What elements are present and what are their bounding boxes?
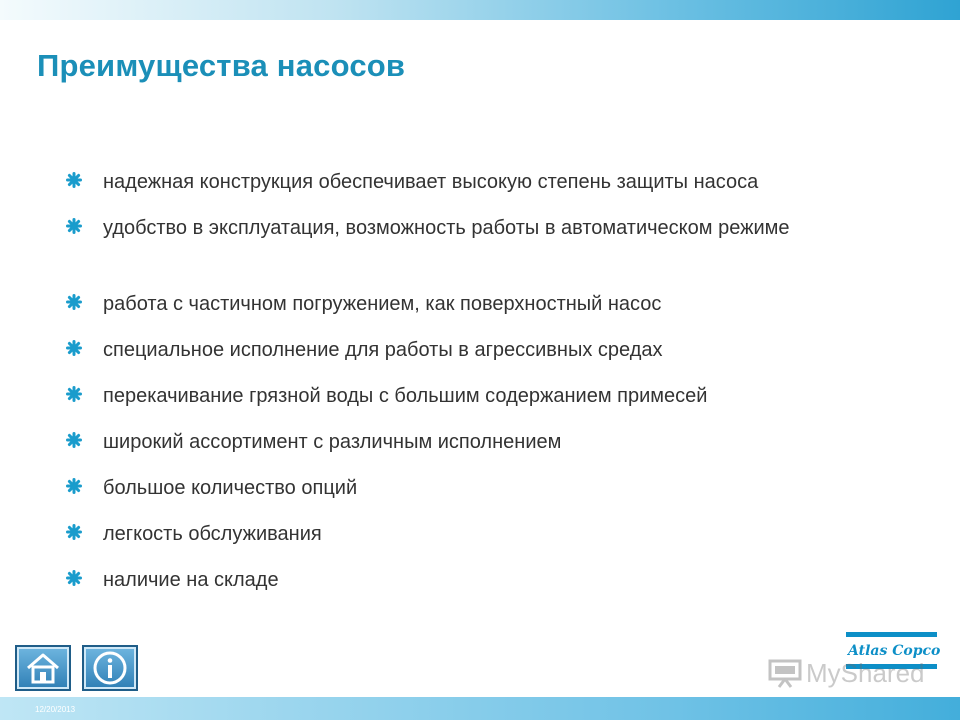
asterisk-bullet-icon <box>66 340 82 356</box>
bullet-text: перекачивание грязной воды с большим содержанием примесей <box>103 385 708 407</box>
slide-date: 12/20/2013 <box>35 705 76 714</box>
asterisk-bullet-icon <box>66 524 82 540</box>
asterisk-bullet-icon <box>66 218 82 234</box>
bottom-gradient-bar <box>0 697 960 720</box>
bullet-item <box>66 566 883 594</box>
asterisk-bullet-icon <box>66 570 82 586</box>
home-icon <box>25 652 61 684</box>
bullet-text: работа с частичном погружением, как поверхностный насос <box>103 293 662 315</box>
bullet-item <box>66 214 883 242</box>
watermark <box>768 656 925 690</box>
slide-title: Преимущества насосов <box>37 48 406 83</box>
bullet-item <box>66 382 883 410</box>
info-button[interactable] <box>82 645 138 691</box>
bullet-item <box>66 428 883 456</box>
info-icon <box>92 650 128 686</box>
watermark-text: MyShared <box>806 657 925 688</box>
home-button[interactable] <box>15 645 71 691</box>
bullet-text: специальное исполнение для работы в агрессивных средах <box>103 339 663 361</box>
asterisk-bullet-icon <box>66 478 82 494</box>
bullet-text: легкость обслуживания <box>103 523 322 545</box>
top-gradient-bar <box>0 0 960 20</box>
bullet-item <box>66 168 883 196</box>
bullet-text: большое количество опций <box>103 477 358 499</box>
asterisk-bullet-icon <box>66 432 82 448</box>
asterisk-bullet-icon <box>66 294 82 310</box>
bullet-item <box>66 474 883 502</box>
bullet-item <box>66 290 883 318</box>
bullet-item <box>66 520 883 548</box>
logo-text: Atlas Copco <box>848 643 941 659</box>
presentation-icon <box>768 658 802 688</box>
bullet-text: наличие на складе <box>103 569 279 591</box>
asterisk-bullet-icon <box>66 386 82 402</box>
bullet-text: удобство в эксплуатация, возможность работы в автоматическом режиме <box>103 217 790 239</box>
bullet-text: надежная конструкция обеспечивает высокую степень защиты насоса <box>103 171 759 193</box>
asterisk-bullet-icon <box>66 172 82 188</box>
bullet-text: широкий ассортимент с различным исполнением <box>103 431 562 453</box>
bullet-item <box>66 336 883 364</box>
